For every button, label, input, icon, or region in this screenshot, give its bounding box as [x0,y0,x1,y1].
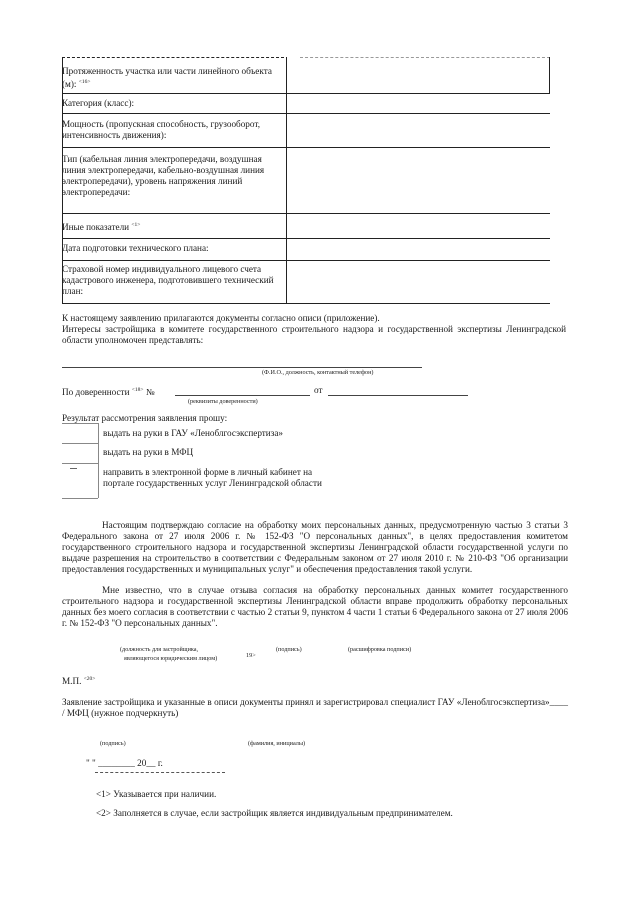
bottom-sign-caption: (подпись) [100,740,126,747]
row-label: Страховой номер индивидуального лицевого счета кадастрового инженера, подготовившего технический план: [62,264,274,296]
table-row-type [62,154,284,198]
table-line [62,113,550,114]
interests-text: Интересы застройщика в комитете государственного строительного надзора и государственной экспертизы Ленинградской области уполномочен представлять: [62,324,566,345]
row-label: Категория (класс): [62,98,135,108]
consent-paragraph-1: Настоящим подтверждаю согласие на обработку моих персональных данных, предусмотренную частью 3 статьи 3 Федерального закона от 27 июля 2006 г. № 152-ФЗ "О персональных данных", в целях предоставления комитетом государственного строительного надзора и государственной экспертизы Ленинградской области государственной услуги по выдаче разрешения на строительство в соответствии с Федеральным законом от 27 июля 2010 г. № 210-ФЗ "Об организации предоставления государственных и муниципальных услуг" и обеспечения предоставления такой услуги. [62,520,568,574]
number-sign: № [145,387,155,398]
row-label: Иные показатели [62,222,130,233]
option-box-line [62,498,98,499]
proxy-date-line [328,395,468,396]
proxy-text: По доверенности [62,387,130,398]
option-box-line [62,463,98,464]
table-line [62,238,550,239]
option-gau[interactable]: выдать на руки в ГАУ «Леноблгосэкспертиза» [103,428,284,438]
signature-caption: (подпись) [276,646,302,653]
table-row-other [62,220,284,233]
mp-text: М.П. [62,676,82,687]
option-box-line [62,443,98,444]
position-caption-1: (должность для застройщика, [120,646,199,653]
table-line [62,213,550,214]
consent-paragraph-2: Мне известно, что в случае отзыва согласия на обработку персональных данных комитет государственного строительного надзора и государственной экспертизы Ленинградской области вправе продолжить обработку персональных данных без моего согласия в соответствии с частью 2 статьи 9, пунктом 4 части 1 статьи 6 Федерального закона от 27 июля 2006 г. № 152-ФЗ "О персональных данных". [62,585,568,628]
fio-caption: (Ф.И.О., должность, контактный телефон) [262,369,374,376]
table-line [62,57,284,58]
table-line [62,260,550,261]
footnote-2: <2> Заполняется в случае, если застройщик является индивидуальным предпринимателем. [96,808,453,818]
attached-text: К настоящему заявлению прилагаются документы согласно описи (приложение). [62,313,380,323]
option-tick [70,468,77,469]
row-label: Тип (кабельная линия электропередачи, воздушная линия электропередачи, кабельно-воздушная линия электропередачи), уровень напряжения линий электропередачи: [62,154,265,197]
table-line [62,93,550,94]
option-mfc[interactable]: выдать на руки в МФЦ [103,447,194,457]
accepted-text: Заявление застройщика и указанные в описи документы принял и зарегистрировал специалист ГАУ «Леноблгосэкспертиза»____ / МФЦ (нужное подчеркнуть) [62,697,568,718]
footnote-ref: <16> [78,79,91,85]
fio-line [62,367,422,368]
table-line [62,303,550,304]
proxy-caption: (реквизиты доверенности) [188,398,258,405]
option-portal[interactable]: направить в электронной форме в личный кабинет на портале государственных услуг Ленинградской области [103,467,322,488]
table-row-capacity [62,119,284,141]
option-box-line [98,423,99,498]
table-row-snils [62,264,284,297]
table-line [300,57,550,58]
proxy-number-line [175,395,310,396]
footnote-ref: 19> [246,652,256,659]
table-row-date [62,243,284,254]
bottom-name-caption: (фамилия, инициалы) [248,740,306,747]
row-label: Мощность (пропускная способность, грузооборот, интенсивность движения): [62,119,260,140]
date-line: " " ________ 20__ г. [86,758,163,768]
proxy-label [62,385,155,398]
option-box-line [62,423,98,424]
table-row-length [62,66,284,90]
row-label: Дата подготовки технического плана: [62,243,209,253]
table-line [549,57,550,93]
result-title: Результат рассмотрения заявления прошу: [62,413,228,423]
table-row-category [62,98,284,109]
footnote-ref: <18> [131,387,144,393]
position-caption-2: являющегося юридическим лицом) [124,655,218,662]
decode-caption: (расшифровка подписи) [348,646,412,653]
proxy-from: от [314,385,323,395]
footnote-1: <1> Указывается при наличии. [96,789,217,799]
row-label: Протяженность участка или части линейного объекта (м): [62,66,272,90]
footnote-ref: <20> [83,676,96,682]
table-line [62,147,550,148]
footnote-ref: <1> [131,222,141,228]
stamp-label [62,674,95,687]
date-underline [95,772,225,773]
